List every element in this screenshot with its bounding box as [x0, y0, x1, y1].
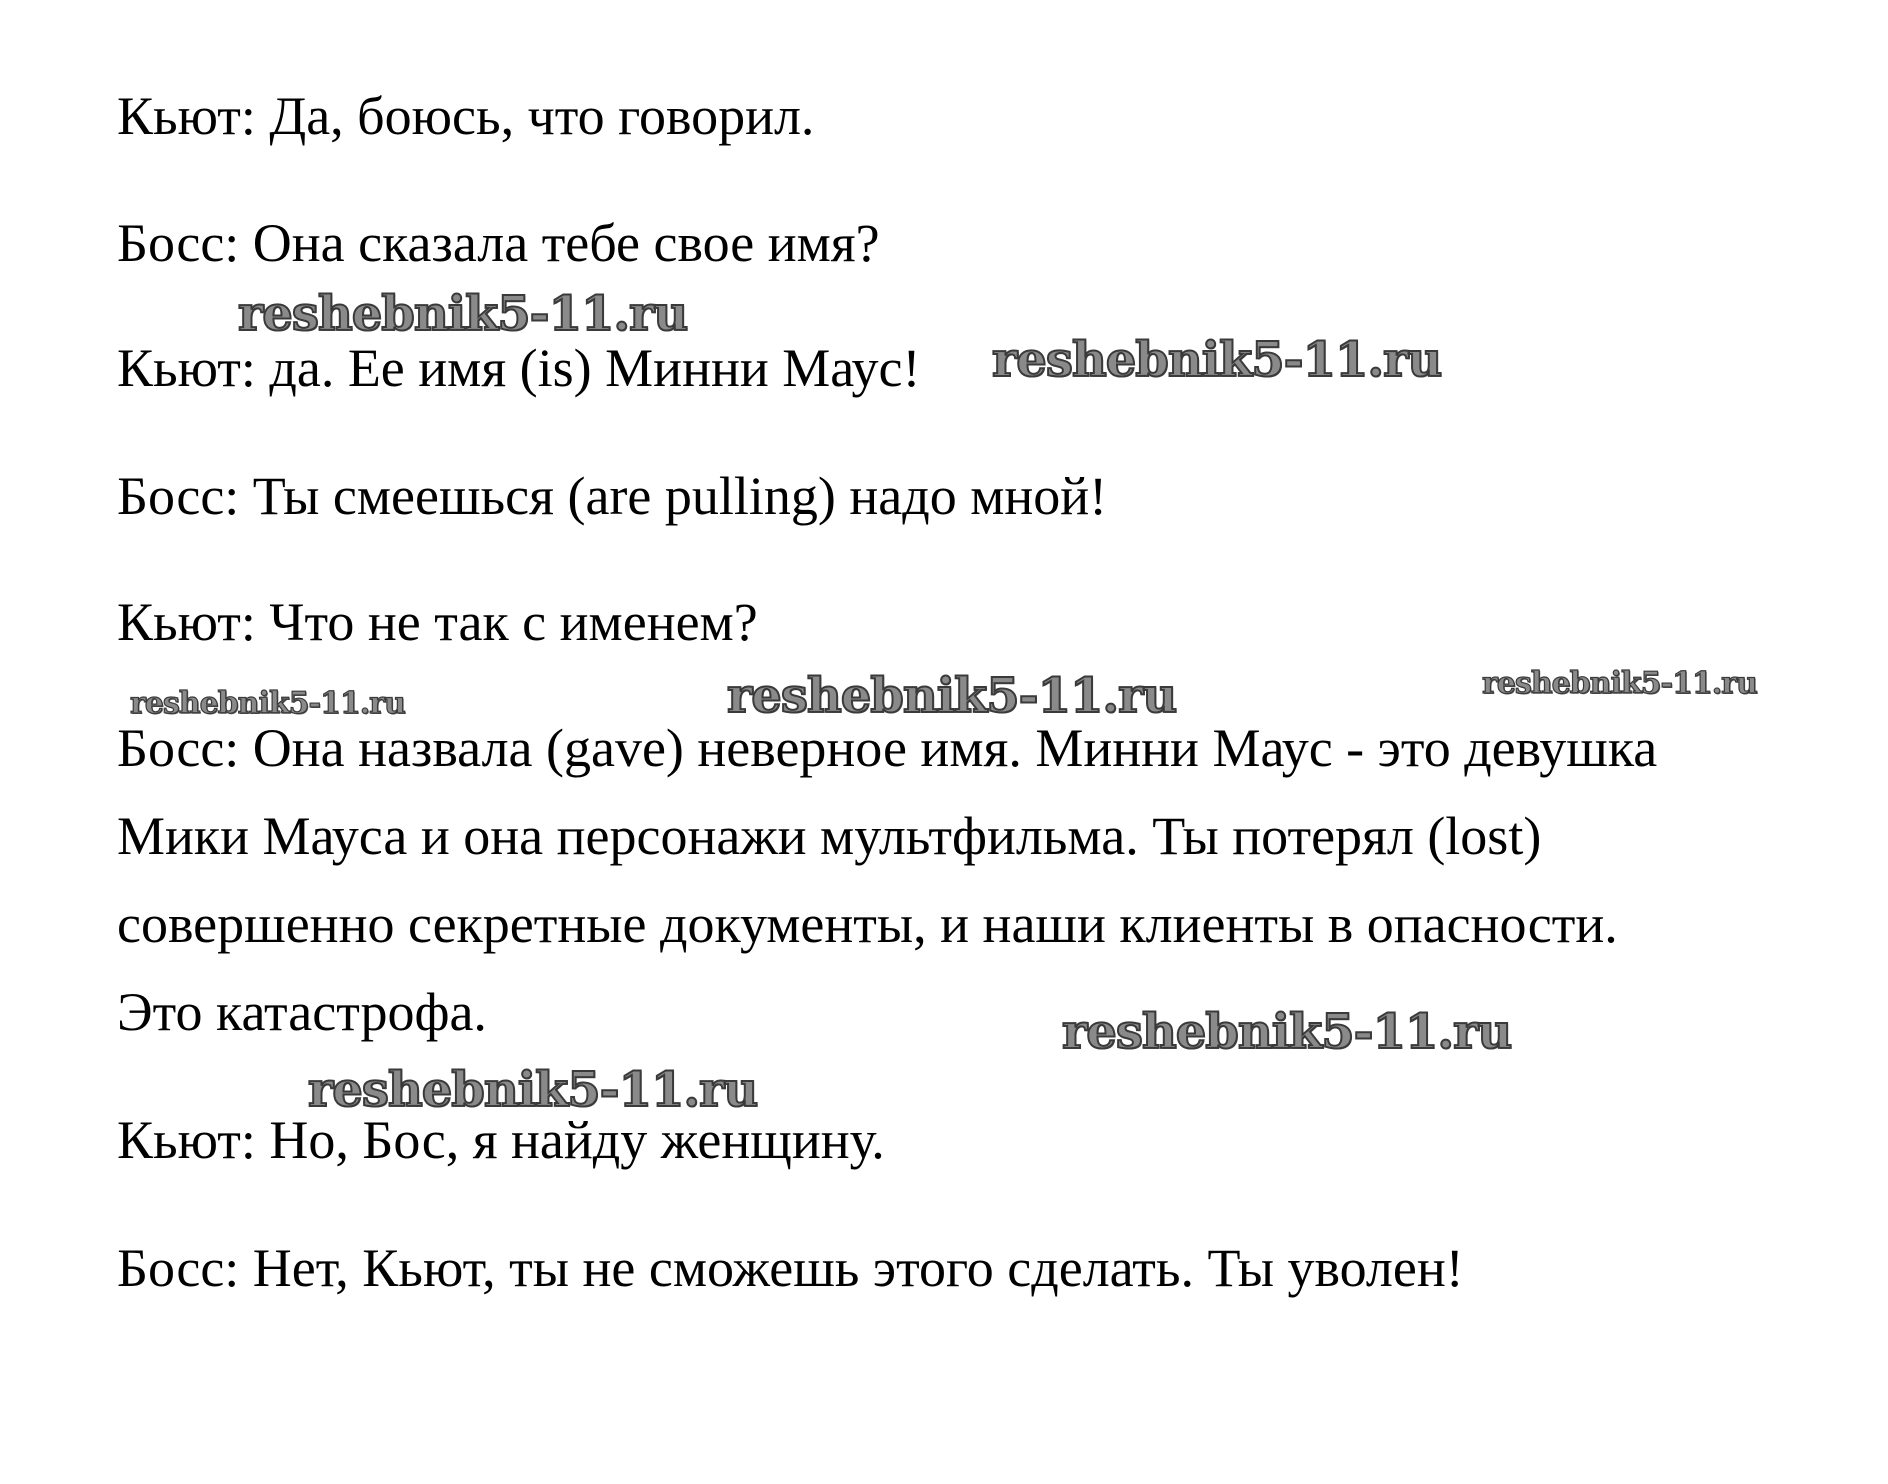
- dialogue-line-9: Это катастрофа.: [117, 982, 487, 1042]
- dialogue-line-2: Босс: Она сказала тебе свое имя?: [117, 213, 880, 273]
- dialogue-line-6: Босс: Она назвала (gave) неверное имя. Минни Маус - это девушка: [117, 718, 1658, 778]
- dialogue-line-1: Кьют: Да, боюсь, что говорил.: [117, 86, 815, 146]
- dialogue-line-11: Босс: Нет, Кьют, ты не сможешь этого сделать. Ты уволен!: [117, 1238, 1464, 1298]
- watermark: reshebnik5-11.ru: [727, 668, 1177, 724]
- watermark: reshebnik5-11.ru: [238, 286, 688, 342]
- dialogue-line-5: Кьют: Что не так с именем?: [117, 592, 758, 652]
- watermark: reshebnik5-11.ru: [308, 1062, 758, 1118]
- dialogue-line-3: Кьют: да. Ее имя (is) Минни Маус!: [117, 338, 921, 398]
- dialogue-line-10: Кьют: Но, Бос, я найду женщину.: [117, 1110, 885, 1170]
- dialogue-line-4: Босс: Ты смеешься (are pulling) надо мной!: [117, 466, 1108, 526]
- dialogue-line-7: Мики Мауса и она персонажи мультфильма. Ты потерял (lost): [117, 806, 1542, 866]
- watermark: reshebnik5-11.ru: [992, 332, 1442, 388]
- watermark: reshebnik5-11.ru: [1482, 666, 1757, 701]
- dialogue-line-8: совершенно секретные документы, и наши клиенты в опасности.: [117, 894, 1618, 954]
- watermark: reshebnik5-11.ru: [130, 686, 405, 721]
- watermark: reshebnik5-11.ru: [1062, 1004, 1512, 1060]
